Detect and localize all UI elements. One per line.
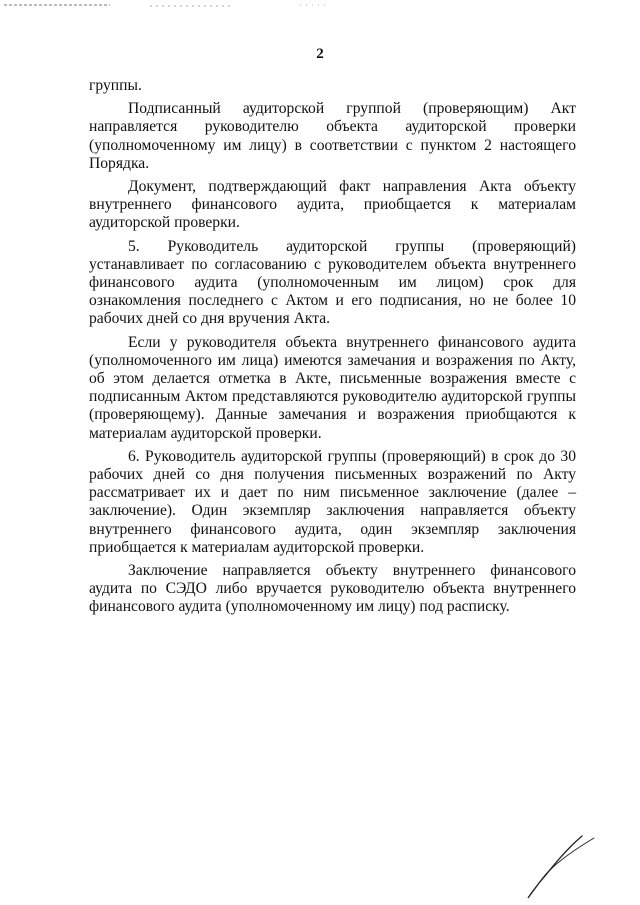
paragraph: Документ, подтверждающий факт направления Акта объекту внутреннего финансового аудита, приобщается к материалам аудиторской проверки. <box>89 178 576 232</box>
scan-edge-artifact <box>0 0 640 10</box>
paragraph: 5. Руководитель аудиторской группы (проверяющий) устанавливает по согласованию с руководителем объекта внутреннего финансового аудита (уполномоченным им лицом) срок для ознакомления последнего с Актом и его подписания, но не более 10 рабочих дней со дня вручения Акта. <box>89 237 576 328</box>
paragraph: Заключение направляется объекту внутреннего финансового аудита по СЭДО либо вручается руководителю объекта внутреннего финансового аудита (уполномоченному им лицу) под расписку. <box>89 562 576 616</box>
paragraph: 6. Руководитель аудиторской группы (проверяющий) в срок до 30 рабочих дней со дня получения письменных возражений по Акту рассматривает их и дает по ним письменное заключение (далее – заключение). Один экземпляр заключения направляется объекту внутреннего финансового аудита, один экземпляр заключения приобщается к материалам аудиторской проверки. <box>89 447 576 556</box>
document-body <box>89 77 576 622</box>
page-number: 2 <box>316 46 324 62</box>
signature-icon <box>520 832 600 902</box>
paragraph: группы. <box>89 77 142 94</box>
paragraph: Если у руководителя объекта внутреннего финансового аудита (уполномоченного им лица) имеются замечания и возражения по Акту, об этом делается отметка в Акте, письменные возражения вместе с подписанным Актом представляются руководителю аудиторской группы (проверяющему). Данные замечания и возражения приобщаются к материалам аудиторской проверки. <box>89 333 576 442</box>
paragraph: Подписанный аудиторской группой (проверяющим) Акт направляется руководителю объекта аудиторской проверки (уполномоченному им лицу) в соответствии с пунктом 2 настоящего Порядка. <box>89 100 576 172</box>
